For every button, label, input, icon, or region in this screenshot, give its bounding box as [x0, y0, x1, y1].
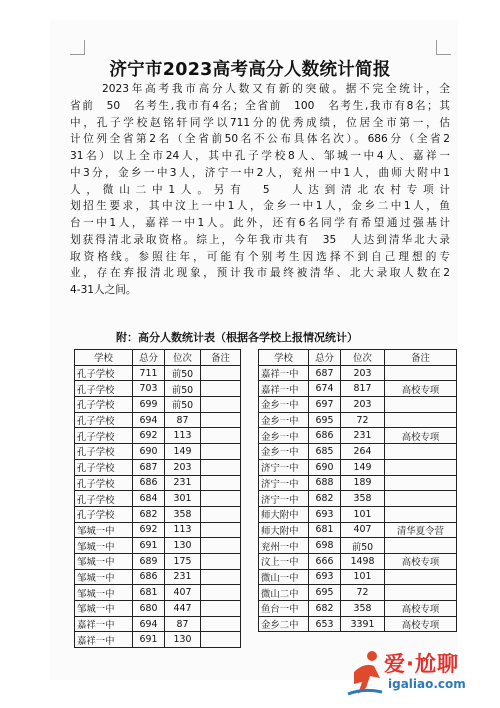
cell-rank: 113	[165, 428, 201, 444]
report-body	[70, 81, 450, 299]
table-row	[75, 585, 241, 601]
cell-note	[385, 475, 457, 491]
table-caption: 附：高分人数统计表（根据各学校上报情况统计）	[116, 331, 358, 344]
crop-mark-top-right	[436, 40, 451, 55]
cell-rank: 203	[341, 397, 385, 413]
cell-score: 674	[309, 381, 341, 397]
table-row	[259, 522, 457, 538]
cell-note	[201, 412, 241, 428]
col-header-school: 学校	[75, 350, 133, 366]
cell-school: 嘉祥一中	[259, 365, 309, 381]
table-row	[75, 397, 241, 413]
cell-rank: 264	[341, 444, 385, 460]
body-line: 业，存在弃报清北现象，预计我市最终被清华、北大录取人数在2	[70, 267, 450, 280]
cell-rank: 3391	[341, 616, 385, 632]
cell-school: 邹城一中	[75, 585, 133, 601]
cell-note: 清华夏令营	[385, 522, 457, 538]
cell-note	[201, 459, 241, 475]
cell-score: 666	[309, 553, 341, 569]
table-row	[259, 585, 457, 601]
cell-note: 高校专项	[385, 428, 457, 444]
cell-score: 690	[133, 444, 165, 460]
cell-note	[201, 553, 241, 569]
cell-note	[201, 569, 241, 585]
cell-score: 691	[133, 538, 165, 554]
cell-score: 695	[309, 585, 341, 601]
table-row	[259, 428, 457, 444]
cell-note	[201, 601, 241, 617]
table-row	[75, 459, 241, 475]
table-row	[75, 616, 241, 632]
body-line: 取资格线。参照往年，可能有个别考生因选择不到自己理想的专	[70, 250, 450, 263]
table-row	[75, 538, 241, 554]
running-figure-icon	[346, 648, 386, 700]
cell-rank: 189	[341, 475, 385, 491]
cell-rank: 前50	[165, 381, 201, 397]
cell-score: 687	[133, 459, 165, 475]
table-row	[75, 601, 241, 617]
cell-school: 邹城一中	[75, 601, 133, 617]
cell-score: 681	[309, 522, 341, 538]
table-row	[259, 569, 457, 585]
table-row	[259, 538, 457, 554]
cell-score: 692	[133, 428, 165, 444]
cell-school: 孔子学校	[75, 381, 133, 397]
table-row	[75, 569, 241, 585]
cell-rank: 149	[165, 444, 201, 460]
cell-score: 711	[133, 365, 165, 381]
cell-note	[385, 459, 457, 475]
table-header-row	[259, 350, 457, 366]
cell-school: 嘉祥一中	[75, 632, 133, 648]
body-line: 中，孔子学校赵铭轩同学以711分的优秀成绩，位居全市第一，估	[70, 116, 450, 129]
cell-score: 686	[133, 475, 165, 491]
table-row	[75, 365, 241, 381]
cell-note	[385, 397, 457, 413]
cell-note	[201, 475, 241, 491]
cell-rank: 301	[165, 491, 201, 507]
cell-score: 693	[309, 506, 341, 522]
body-line: 计位列全省第2名（全省前50名不公布具体名次）。686分（全省2	[70, 133, 450, 146]
table-row	[259, 553, 457, 569]
table-row	[259, 444, 457, 460]
cell-rank: 358	[341, 601, 385, 617]
cell-note	[385, 365, 457, 381]
cell-note: 高校专项	[385, 381, 457, 397]
col-header-score: 总分	[133, 350, 165, 366]
table-header-row	[75, 350, 241, 366]
cell-rank: 358	[165, 506, 201, 522]
body-line: 31名）以上全市24人，其中孔子学校8人、邹城一中4人、嘉祥一	[70, 150, 450, 162]
table-row	[75, 632, 241, 648]
cell-note: 高校专项	[385, 601, 457, 617]
cell-note: 高校专项	[385, 553, 457, 569]
cell-note	[201, 444, 241, 460]
cell-rank: 203	[341, 365, 385, 381]
table-row	[75, 428, 241, 444]
cell-note	[201, 522, 241, 538]
cell-school: 汶上一中	[259, 553, 309, 569]
page-title: 济宁市2023高考高分人数统计简报	[109, 60, 391, 80]
cell-score: 695	[309, 412, 341, 428]
cell-note	[201, 616, 241, 632]
cell-rank: 175	[165, 553, 201, 569]
cell-rank: 231	[165, 569, 201, 585]
table-row	[259, 397, 457, 413]
cell-rank: 前50	[341, 538, 385, 554]
cell-score: 682	[309, 491, 341, 507]
score-table-left	[74, 349, 241, 648]
cell-rank: 817	[341, 381, 385, 397]
cell-school: 金乡一中	[259, 428, 309, 444]
body-line: 中3分，金乡一中3人，济宁一中2人，兖州一中1人，曲师大附中1	[70, 166, 450, 179]
cell-score: 680	[133, 601, 165, 617]
cell-score: 698	[309, 538, 341, 554]
table-row	[75, 475, 241, 491]
cell-score: 686	[309, 428, 341, 444]
table-row	[259, 475, 457, 491]
cell-rank: 87	[165, 412, 201, 428]
cell-note	[201, 491, 241, 507]
cell-score: 691	[133, 632, 165, 648]
cell-score: 694	[133, 616, 165, 632]
cell-score: 687	[309, 365, 341, 381]
body-line: 人，微山二中1人。另有 5 人达到清北农村专项计	[70, 183, 450, 196]
cell-score: 697	[309, 397, 341, 413]
cell-school: 微山一中	[259, 569, 309, 585]
cell-note	[201, 632, 241, 648]
body-line: 台一中1人，嘉祥一中1人。此外，还有6名同学有希望通过强基计	[70, 217, 450, 229]
cell-rank: 前50	[165, 365, 201, 381]
table-row	[75, 522, 241, 538]
cell-school: 孔子学校	[75, 459, 133, 475]
table-row	[259, 601, 457, 617]
body-line: 省前 50 名考生,我市有4名；全省前 100 名考生,我市有8名；其	[70, 99, 450, 112]
cell-note	[201, 365, 241, 381]
cell-rank: 231	[341, 428, 385, 444]
cell-note	[385, 569, 457, 585]
body-line: 划获得清北录取资格。综上，今年我市共有 35 人达到清华北大录	[70, 233, 450, 246]
cell-school: 邹城一中	[75, 522, 133, 538]
cell-score: 690	[309, 459, 341, 475]
cell-school: 微山二中	[259, 585, 309, 601]
cell-rank: 231	[165, 475, 201, 491]
cell-school: 孔子学校	[75, 428, 133, 444]
cell-score: 699	[133, 397, 165, 413]
col-header-school: 学校	[259, 350, 309, 366]
cell-note	[201, 397, 241, 413]
col-header-rank: 位次	[341, 350, 385, 366]
cell-school: 邹城一中	[75, 553, 133, 569]
cell-score: 692	[133, 522, 165, 538]
table-row	[75, 553, 241, 569]
cell-score: 703	[133, 381, 165, 397]
cell-rank: 72	[341, 585, 385, 601]
cell-school: 孔子学校	[75, 444, 133, 460]
cell-school: 孔子学校	[75, 506, 133, 522]
body-line: 2023年高考我市高分人数又有新的突破。据不完全统计，全	[102, 83, 450, 95]
cell-score: 689	[133, 553, 165, 569]
table-row	[75, 506, 241, 522]
cell-school: 邹城一中	[75, 538, 133, 554]
cell-rank: 130	[165, 632, 201, 648]
table-row	[259, 381, 457, 397]
cell-note	[201, 585, 241, 601]
cell-score: 682	[309, 601, 341, 617]
cell-note	[385, 585, 457, 601]
crop-mark-top-left	[70, 40, 85, 55]
cell-rank: 113	[165, 522, 201, 538]
cell-school: 金乡一中	[259, 412, 309, 428]
cell-note	[385, 412, 457, 428]
table-row	[75, 412, 241, 428]
body-line: 划招生要求，其中汶上一中1人，金乡一中1人，金乡二中1人，鱼	[70, 200, 450, 213]
cell-rank: 101	[341, 569, 385, 585]
cell-school: 孔子学校	[75, 491, 133, 507]
cell-note	[385, 538, 457, 554]
table-row	[259, 459, 457, 475]
cell-score: 653	[309, 616, 341, 632]
cell-score: 682	[133, 506, 165, 522]
watermark-logo	[346, 646, 486, 702]
cell-school: 鱼台一中	[259, 601, 309, 617]
cell-school: 师大附中	[259, 506, 309, 522]
cell-rank: 447	[165, 601, 201, 617]
cell-rank: 130	[165, 538, 201, 554]
cell-rank: 407	[341, 522, 385, 538]
cell-rank: 203	[165, 459, 201, 475]
cell-rank: 1498	[341, 553, 385, 569]
cell-score: 694	[133, 412, 165, 428]
table-row	[259, 412, 457, 428]
col-header-rank: 位次	[165, 350, 201, 366]
cell-score: 693	[309, 569, 341, 585]
cell-school: 金乡二中	[259, 616, 309, 632]
cell-note	[385, 506, 457, 522]
cell-score: 686	[133, 569, 165, 585]
score-table-right	[258, 349, 457, 632]
cell-score: 688	[309, 475, 341, 491]
watermark-brand: 爱·尬聊	[384, 652, 459, 676]
cell-school: 嘉祥一中	[259, 381, 309, 397]
cell-school: 嘉祥一中	[75, 616, 133, 632]
cell-rank: 149	[341, 459, 385, 475]
body-line: 4-31人之间。	[70, 284, 137, 296]
cell-school: 金乡一中	[259, 397, 309, 413]
cell-rank: 前50	[165, 397, 201, 413]
cell-note	[201, 381, 241, 397]
col-header-note: 备注	[201, 350, 241, 366]
cell-score: 684	[133, 491, 165, 507]
cell-note	[385, 491, 457, 507]
cell-school: 兖州一中	[259, 538, 309, 554]
table-row	[259, 365, 457, 381]
cell-school: 孔子学校	[75, 475, 133, 491]
table-row	[75, 444, 241, 460]
col-header-note: 备注	[385, 350, 457, 366]
cell-note	[385, 444, 457, 460]
cell-school: 师大附中	[259, 522, 309, 538]
cell-score: 681	[133, 585, 165, 601]
cell-rank: 101	[341, 506, 385, 522]
cell-school: 金乡一中	[259, 444, 309, 460]
cell-school: 济宁一中	[259, 491, 309, 507]
cell-school: 孔子学校	[75, 365, 133, 381]
cell-rank: 358	[341, 491, 385, 507]
cell-note	[201, 506, 241, 522]
table-row	[259, 616, 457, 632]
cell-note: 高校专项	[385, 616, 457, 632]
watermark-url: igaliao.com	[388, 677, 466, 691]
table-row	[259, 491, 457, 507]
cell-school: 孔子学校	[75, 397, 133, 413]
cell-rank: 407	[165, 585, 201, 601]
cell-rank: 72	[341, 412, 385, 428]
table-row	[75, 491, 241, 507]
cell-rank: 87	[165, 616, 201, 632]
table-row	[259, 506, 457, 522]
cell-note	[201, 538, 241, 554]
cell-school: 孔子学校	[75, 412, 133, 428]
cell-school: 济宁一中	[259, 459, 309, 475]
cell-school: 邹城一中	[75, 569, 133, 585]
col-header-score: 总分	[309, 350, 341, 366]
cell-note	[201, 428, 241, 444]
cell-school: 济宁一中	[259, 475, 309, 491]
cell-score: 685	[309, 444, 341, 460]
table-row	[75, 381, 241, 397]
